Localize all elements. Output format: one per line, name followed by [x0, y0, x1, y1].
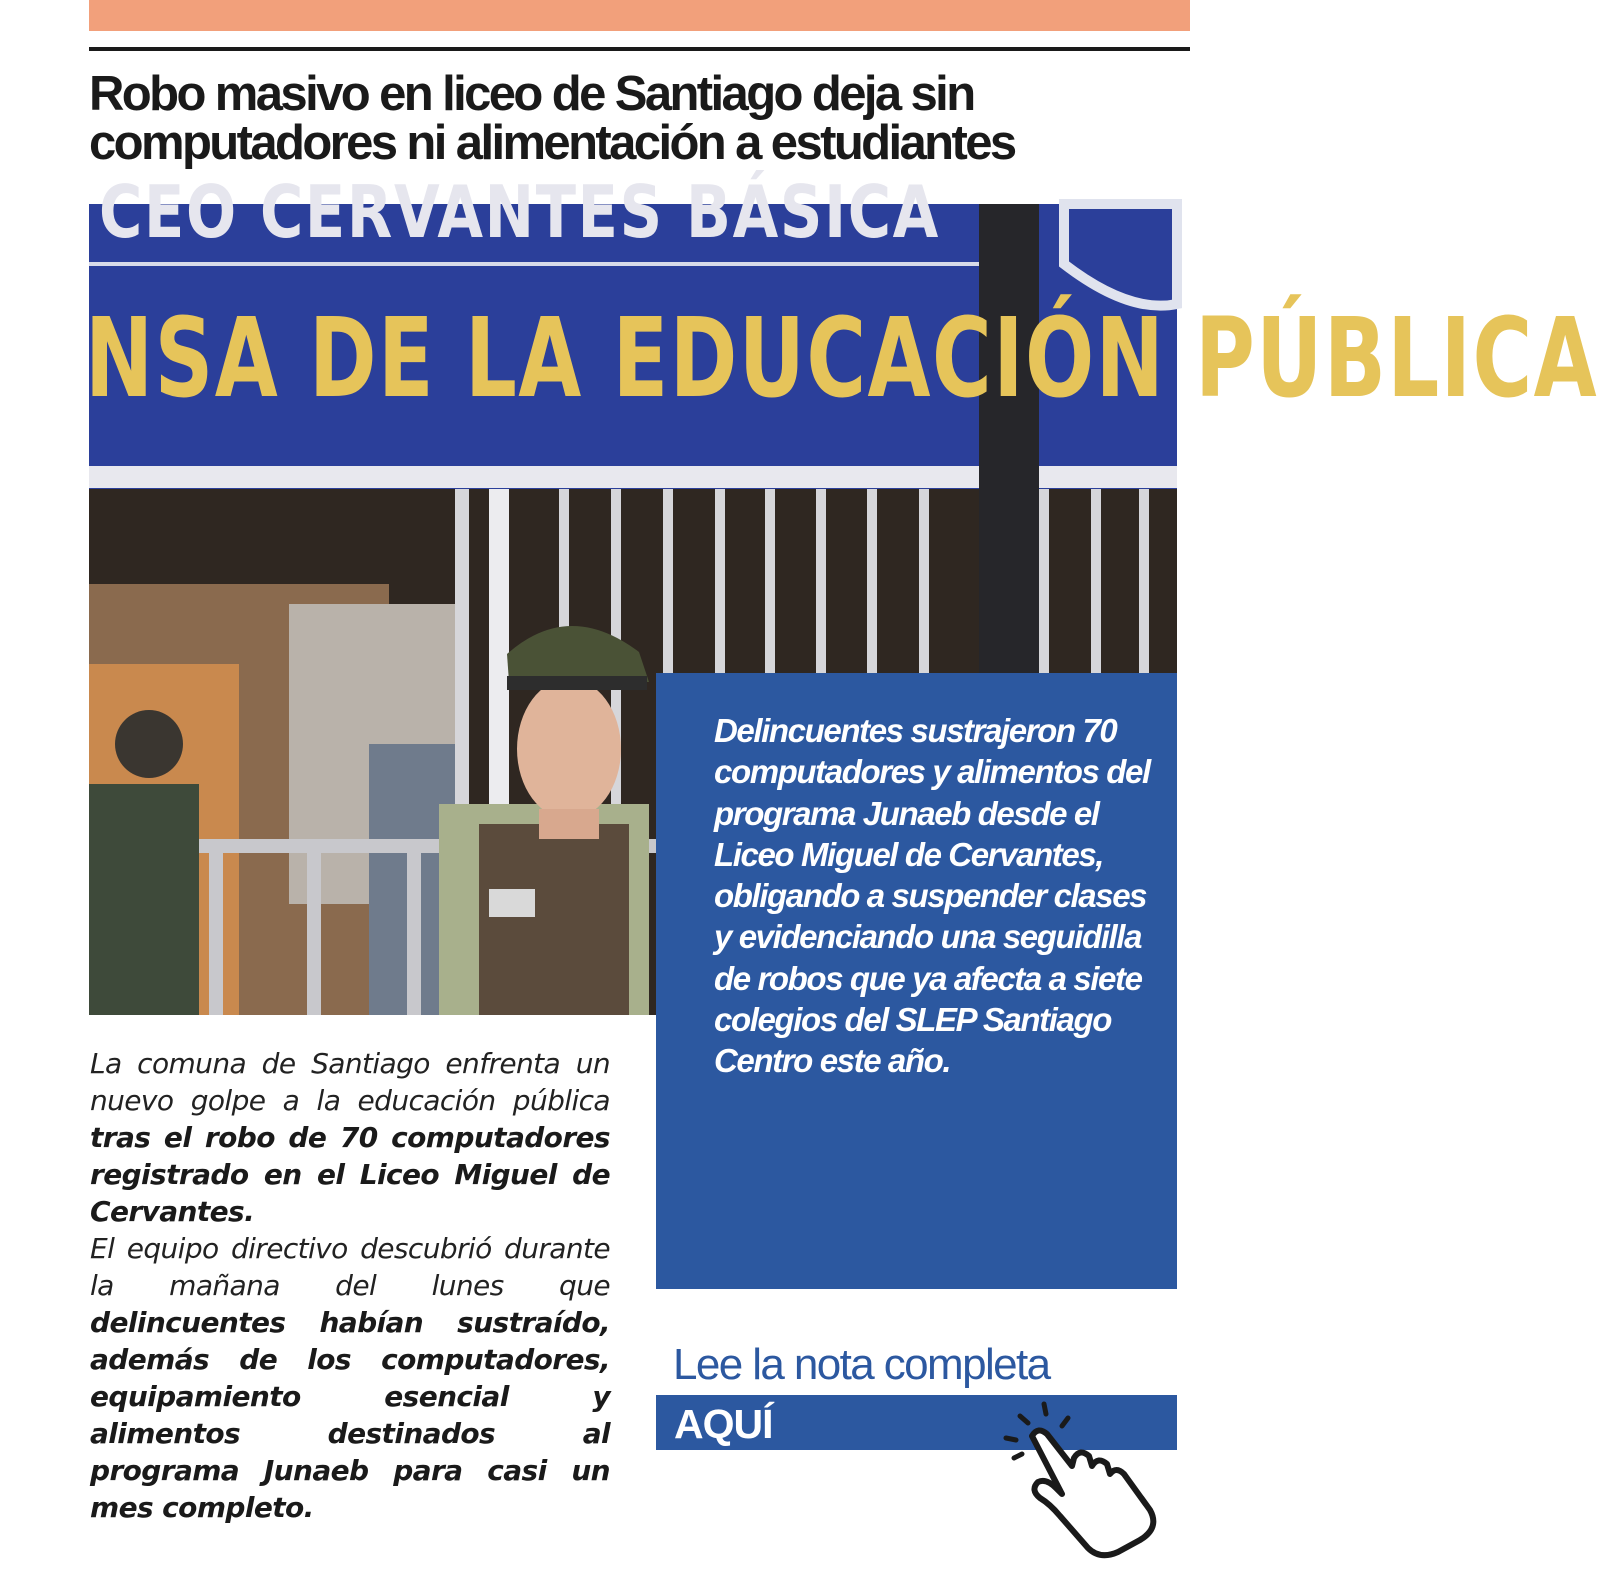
- officer-vest: [479, 824, 629, 1015]
- header-rule: [89, 47, 1190, 51]
- officer-background-head: [115, 710, 183, 778]
- article-body: [90, 1045, 610, 1526]
- body-paragraph-1-plain: La comuna de Santiago enfrenta un nuevo golpe a la educación pública: [90, 1047, 610, 1117]
- article-headline: Robo masivo en liceo de Santiago deja sin computadores ni alimentación a estudiantes: [89, 67, 1015, 170]
- officer-face: [517, 679, 621, 819]
- officer-cap-visor: [507, 676, 647, 690]
- officer-background-body: [89, 784, 199, 1015]
- body-paragraph-1-bold: tras el robo de 70 computadores registrado en el Liceo Miguel de Cervantes.: [90, 1121, 610, 1228]
- banner-stripe: [89, 262, 979, 266]
- body-paragraph-2: [90, 1230, 610, 1526]
- officer-nametag: [489, 889, 535, 917]
- summary-box: [656, 673, 1177, 1289]
- summary-text: Delincuentes sustrajeron 70 computadores y alimentos del programa Junaeb desde el Liceo Miguel de Cervantes, obligando a suspender clases y evidenciando una seguidilla de robos que ya afecta a siete colegios del SLEP Santiago Centro este año.: [714, 712, 1150, 1080]
- officer-neck: [539, 809, 599, 839]
- body-paragraph-1: [90, 1045, 610, 1230]
- banner-top-text: CEO CERVANTES BÁSICA: [99, 170, 940, 254]
- top-color-band: [89, 0, 1190, 31]
- pointing-hand-click-icon: [1000, 1400, 1165, 1532]
- banner-main-text: NSA DE LA EDUCACIÓN PÚBLICA: [85, 294, 1598, 422]
- read-more-button-label: AQUÍ: [674, 1401, 773, 1447]
- cta-lead-text: Lee la nota completa: [673, 1340, 1050, 1389]
- body-paragraph-2-plain: El equipo directivo descubrió durante la mañana del lunes que: [90, 1232, 610, 1302]
- body-paragraph-2-bold: delincuentes habían sustraído, además de los computadores, equipamiento esencial y alimentos destinados al programa Junaeb para casi un mes completo.: [90, 1306, 610, 1524]
